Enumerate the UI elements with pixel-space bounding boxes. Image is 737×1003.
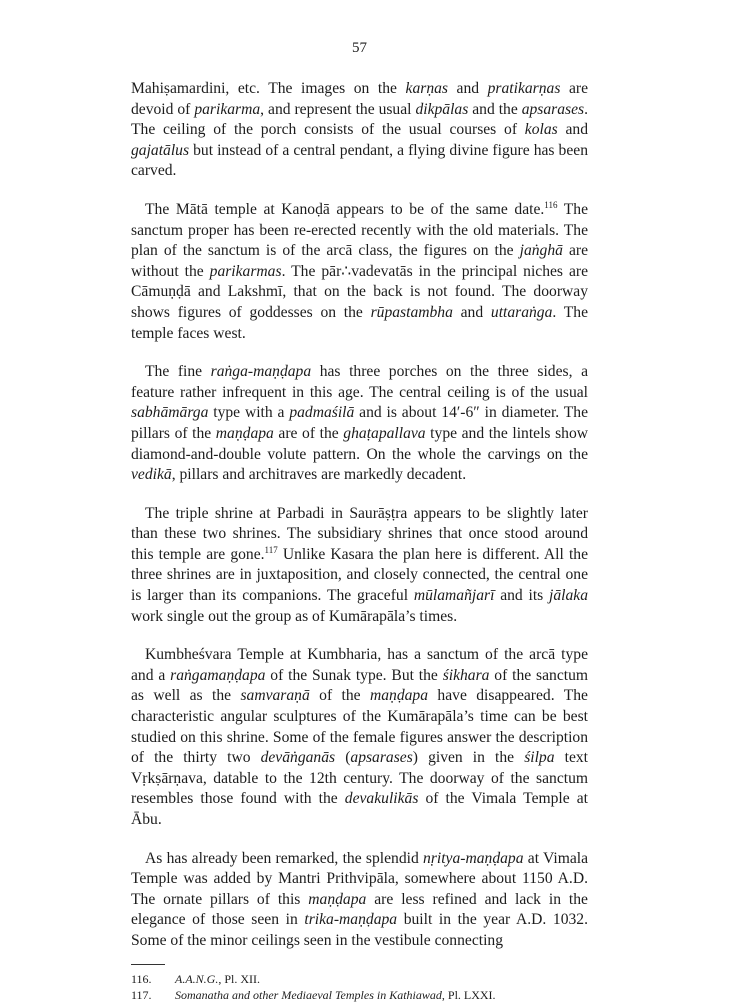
italic-term: apsarases	[521, 100, 585, 118]
text-run: at Vimala Temple was added by Mantri Prithvipāla, somewhere about 1150 A.D. The ornate pillars of this	[131, 849, 588, 908]
italic-term: maṇḍapa	[308, 890, 367, 908]
text-run: and its	[494, 587, 550, 605]
text-run: , Pl. XII.	[218, 971, 261, 986]
text-run: and	[447, 80, 488, 97]
italic-term: raṅgamaṇḍapa	[170, 666, 266, 684]
text-run: type with a	[208, 404, 290, 422]
text-run: . The ceiling of the porch consists of the usual courses of	[131, 100, 588, 139]
italic-term: samvaraṇā	[240, 687, 310, 705]
text-run: , Pl. LXXI.	[441, 987, 496, 1002]
text-run: Unlike Kasara the plan here is different. All the three shrines are in juxtaposition, and closely connected, the central one is larger than its companions. The graceful	[131, 545, 588, 605]
italic-term: Somanatha and other Mediaeval Temples in Kathiawad	[175, 987, 442, 1002]
page-number: 57	[352, 40, 367, 56]
footnote-ref: 116	[544, 199, 558, 210]
text-run: . The pār∴vadevatās in the principal niches are Cāmuṇḍā and Lakshmī, that on the back is not found. The doorway shows figures of goddesses on the	[131, 262, 588, 321]
italic-term: jaṅghā	[519, 242, 563, 260]
text-run: of the Vimala Temple at Ābu.	[131, 790, 588, 828]
paragraph	[131, 504, 588, 628]
italic-term: apsarases	[350, 749, 413, 767]
text-run: are of the	[273, 424, 344, 442]
italic-term: dikpālas	[415, 100, 469, 118]
italic-term: devāṅganās	[260, 749, 336, 767]
text-run: and the	[468, 100, 522, 118]
text-run: The fine	[145, 363, 211, 381]
footnote-ref: 117	[264, 544, 278, 555]
text-run: are less refined and lack in the elegance of those seen in	[131, 890, 588, 929]
book-page	[131, 40, 588, 1003]
text-run: ) given in the	[412, 749, 525, 767]
italic-term: pratikarṇas	[487, 80, 561, 97]
text-run: of the	[309, 687, 370, 705]
text-run: , pillars and architraves are markedly decadent.	[171, 466, 467, 484]
text-run: text Vṛkṣārṇava, datable to the 12th century. The doorway of the sanctum resembles those found with the	[131, 749, 588, 808]
text-run: but instead of a central pendant, a flying divine figure has been carved.	[131, 141, 588, 180]
text-run: built in the year A.D. 1032. Some of the minor ceilings seen in the vestibule connecting	[131, 911, 588, 949]
paragraph	[131, 645, 588, 830]
italic-term: kolas	[524, 121, 558, 139]
footnote-rule	[131, 964, 165, 965]
italic-term: jālaka	[549, 587, 589, 605]
text-run: The Mātā temple at Kanoḍā appears to be of the same date.	[145, 200, 545, 218]
italic-term: vedikā	[131, 466, 172, 484]
paragraph	[131, 200, 588, 344]
text-run: of the sanctum as well as the	[131, 666, 589, 705]
italic-term: śikhara	[442, 666, 490, 684]
text-run: The triple shrine at Parbadi in Saurāṣṭra appears to be slightly later than these two shrines. The subsidiary shrines that once stood around this temple are gone.	[131, 504, 588, 563]
text-run: Mahiṣamardini, etc. The images on the	[131, 80, 406, 97]
paragraph	[131, 849, 588, 952]
italic-term: raṅga-maṇḍapa	[210, 363, 312, 381]
text-run: Kumbheśvara Temple at Kumbharia, has a sanctum of the arcā type and a	[131, 646, 588, 684]
footnotes	[131, 971, 588, 1003]
italic-term: rūpastambha	[370, 303, 453, 321]
italic-term: maṇḍapa	[369, 687, 429, 705]
text-run: are devoid of	[131, 80, 589, 118]
footnote-number: 117.	[131, 987, 152, 1002]
footnote-number: 116.	[131, 971, 152, 986]
body-text	[131, 79, 588, 952]
italic-term: gajatālus	[131, 141, 190, 159]
paragraph	[131, 79, 588, 182]
italic-term: parikarma	[194, 100, 261, 118]
text-run: type and the lintels show diamond-and-double volute pattern. On the whole the carvings on the	[131, 424, 589, 463]
text-run: are without the	[131, 242, 589, 280]
text-run: and	[452, 303, 491, 321]
italic-term: śilpa	[524, 749, 555, 767]
italic-term: maṇḍapa	[215, 424, 274, 442]
text-run: As has already been remarked, the splendid	[145, 849, 424, 867]
italic-term: parikarmas	[209, 262, 282, 280]
italic-term: nṛitya-maṇḍapa	[423, 849, 524, 867]
italic-term: A.A.N.G.	[175, 971, 219, 986]
italic-term: mūlamañjarī	[413, 587, 495, 605]
footnote	[131, 987, 588, 1003]
italic-term: sabhāmārga	[131, 404, 209, 422]
text-run: and is about 14′-6″ in diameter. The pillars of the	[131, 404, 588, 442]
footnote-text	[175, 971, 260, 987]
text-run: of the Sunak type. But the	[265, 666, 443, 684]
footnote-text	[175, 987, 496, 1003]
text-run: , and represent the usual	[260, 100, 416, 118]
footnote	[131, 971, 588, 987]
text-run: have disappeared. The characteristic angular sculptures of the Kumārapāla’s time can be best studied on this shrine. Some of the female figures answer the description of the thirty two	[131, 687, 588, 767]
italic-term: karṇas	[405, 80, 448, 97]
italic-term: devakulikās	[344, 790, 419, 808]
italic-term: uttaraṅga	[490, 303, 553, 321]
text-run: The sanctum proper has been re-erected recently with the old materials. The plan of the sanctum is of the arcā class, the figures on the	[131, 200, 588, 260]
text-run: work single out the group as of Kumārapāla’s times.	[131, 607, 458, 625]
italic-term: trika-maṇḍapa	[304, 911, 398, 929]
text-run: has three porches on the three sides, a feature rather infrequent in this age. The central ceiling is of the usual	[131, 363, 588, 401]
text-run: . The temple faces west.	[131, 303, 589, 342]
text-run: and	[557, 121, 589, 139]
text-run: (	[335, 749, 351, 767]
italic-term: padmaśilā	[289, 404, 355, 422]
italic-term: ghaṭapallava	[343, 424, 426, 442]
paragraph	[131, 362, 588, 486]
